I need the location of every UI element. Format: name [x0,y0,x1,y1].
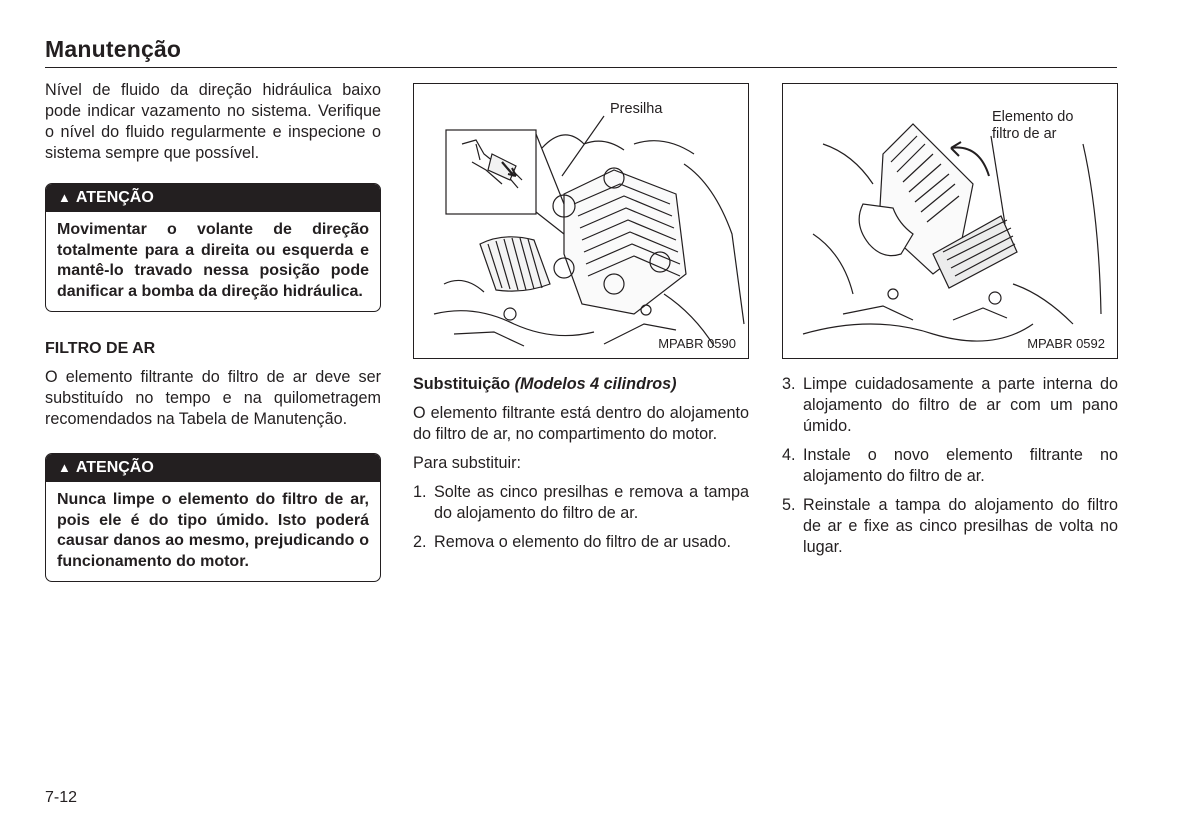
step-text: Reinstale a tampa do alojamento do filtro de ar e fixe as cinco presilhas de volta no lugar. [803,496,1118,556]
list-item [413,482,749,524]
list-item [782,495,1118,558]
figure-filter-element [782,83,1118,359]
section-title-air-filter: FILTRO DE AR [45,340,156,357]
list-item [782,445,1118,487]
location-paragraph: O elemento filtrante está dentro do alojamento do filtro de ar, no compartimento do motor. [413,404,749,443]
steps-list-part2 [782,374,1118,558]
label-line-1: Elemento do [992,109,1074,125]
column-left [45,80,381,582]
warning-box-steering [45,183,381,312]
warning-text: Nunca limpe o elemento do filtro de ar, pois ele é do tipo úmido. Isto poderá causar danos ao mesmo, prejudicando o funcionamento do motor. [57,491,369,570]
list-item [413,532,749,553]
replacement-subtitle [413,374,749,395]
warning-box-filter [45,453,381,582]
figure-code: MPABR 0590 [658,336,736,351]
column-middle [413,80,749,561]
warning-title: ATENÇÃO [75,459,154,476]
warning-header [46,184,380,212]
list-item [782,374,1118,437]
step-number: 5. [782,496,796,514]
header-divider [45,67,1117,68]
intro-paragraph: Nível de fluido da direção hidráulica baixo pode indicar vazamento no sistema. Verifique o nível do fluido regularmente e inspecione o sistema sempre que possível. [45,81,381,162]
engine-illustration [414,84,750,360]
steps-list-part1 [413,482,749,553]
air-filter-paragraph: O elemento filtrante do filtro de ar deve ser substituído no tempo e na quilometragem recomendados na Tabela de Manutenção. [45,368,381,428]
figure-clip-location [413,83,749,359]
figure-code: MPABR 0592 [1027,336,1105,351]
warning-text: Movimentar o volante de direção totalmente para a direita ou esquerda e mantê-lo travado nessa posição pode danificar a bomba da direção hidráulica. [57,221,369,300]
instructions-intro: Para substituir: [413,454,521,472]
step-text: Instale o novo elemento filtrante no alojamento do filtro de ar. [803,446,1118,485]
step-number: 3. [782,375,796,393]
warning-header [46,454,380,482]
step-text: Solte as cinco presilhas e remova a tampa do alojamento do filtro de ar. [434,483,749,522]
figure-label-filter-element [992,109,1073,143]
label-line-2: filtro de ar [992,126,1057,142]
warning-triangle-icon: ▲ [58,460,71,475]
figure-label-clip: Presilha [610,101,663,117]
subtitle-bold: Substituição [413,375,511,393]
column-right [782,80,1118,566]
step-text: Remova o elemento do filtro de ar usado. [434,533,731,551]
step-number: 2. [413,533,427,551]
warning-title: ATENÇÃO [75,189,154,206]
warning-triangle-icon: ▲ [58,190,71,205]
page-title: Manutenção [45,36,182,62]
step-text: Limpe cuidadosamente a parte interna do alojamento do filtro de ar com um pano úmido. [803,375,1118,435]
step-number: 4. [782,446,796,464]
page-number: 7-12 [45,789,78,806]
step-number: 1. [413,483,427,501]
subtitle-italic: (Modelos 4 cilindros) [514,375,677,393]
